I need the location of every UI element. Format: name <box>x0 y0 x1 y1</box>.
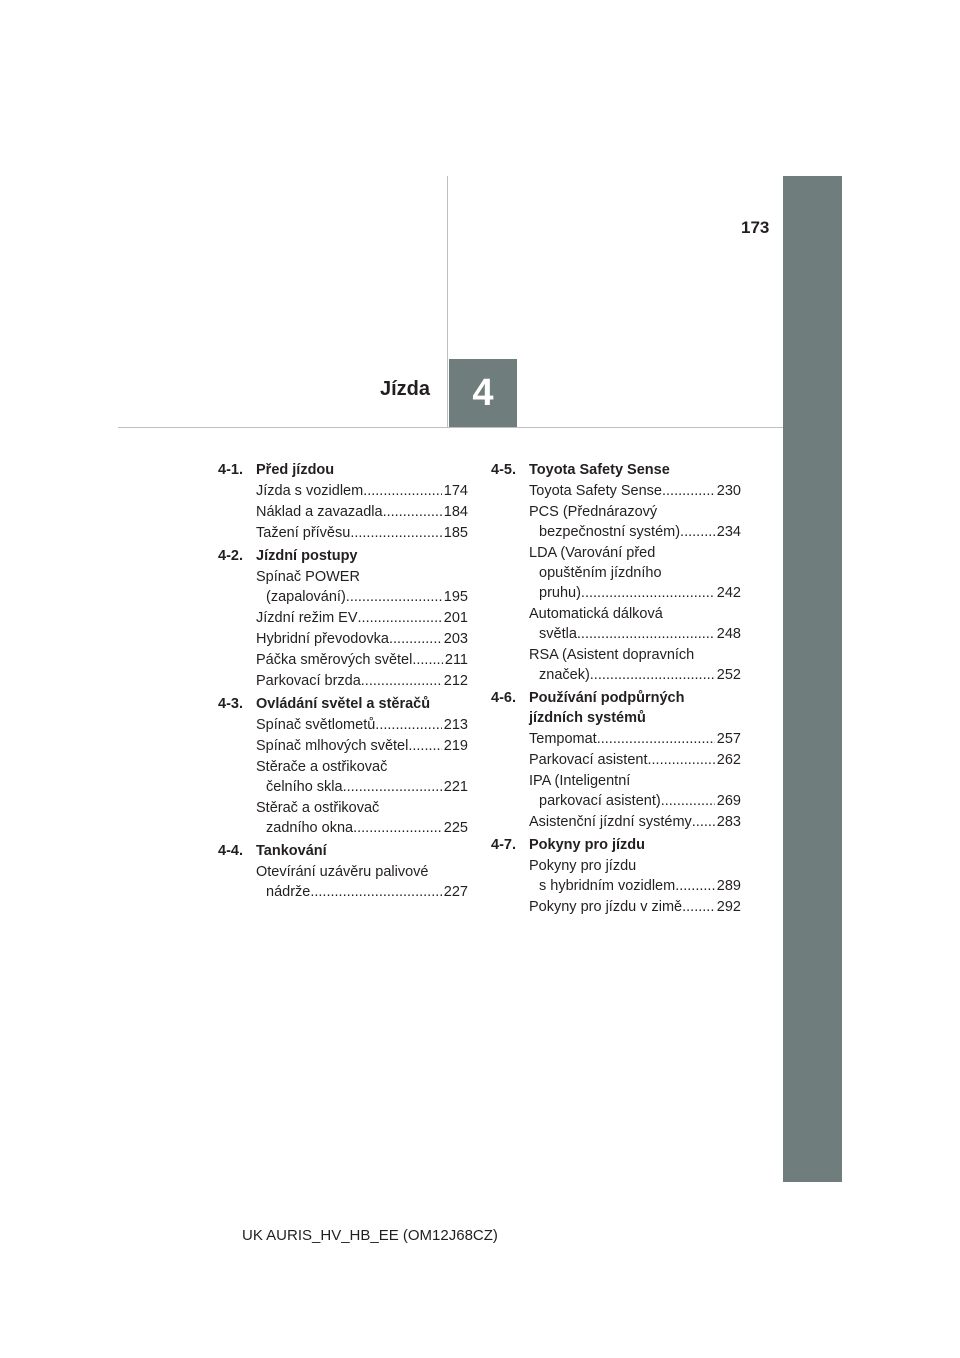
toc-entry[interactable] <box>256 757 468 797</box>
toc-entry-title: Jízdní režim EV ..... <box>256 608 442 628</box>
toc-entry-title: Spínač světlometů ..... <box>256 715 442 735</box>
vertical-divider <box>447 176 448 428</box>
section-title: Jízdní postupy <box>256 548 358 564</box>
toc-entry[interactable] <box>529 750 741 770</box>
toc-entry[interactable] <box>529 543 741 603</box>
chapter-number-badge: 4 <box>449 359 517 427</box>
toc-section-heading[interactable] <box>218 460 468 480</box>
toc-entry-title: Páčka směrových světel ..... <box>256 650 443 670</box>
toc-entry-title: Stěrač a ostřikovač zadního okna ..... <box>256 798 442 838</box>
toc-entry-page: 242 <box>716 585 741 601</box>
toc-entry[interactable] <box>529 856 741 896</box>
toc-entry-page: 203 <box>443 631 468 647</box>
toc-entry[interactable] <box>256 608 468 628</box>
toc-section <box>491 460 741 685</box>
chapter-side-tab <box>783 176 842 1182</box>
section-number: 4-6. <box>491 690 516 706</box>
toc-entry-title: LDA (Varování před opuštěním jízdního pruhu) ..... <box>529 543 715 603</box>
toc-entry-title: Otevírání uzávěru palivové nádrže ..... <box>256 862 442 902</box>
toc-entry-page: 213 <box>443 717 468 733</box>
toc-entry-title: Parkovací asistent ..... <box>529 750 715 770</box>
toc-section <box>218 546 468 691</box>
toc-entry-page: 212 <box>443 673 468 689</box>
toc-entry-page: 184 <box>443 504 468 520</box>
toc-entry-page: 201 <box>443 610 468 626</box>
toc-entry-title: Tempomat ..... <box>529 729 715 749</box>
toc-entry-title: Náklad a zavazadla ..... <box>256 502 442 522</box>
document-footer: UK AURIS_HV_HB_EE (OM12J68CZ) <box>242 1227 498 1244</box>
toc-entry-page: 292 <box>716 899 741 915</box>
section-title: Používání podpůrných jízdních systémů <box>529 690 685 726</box>
toc-section <box>218 694 468 838</box>
toc-item-list <box>529 729 741 832</box>
toc-entry-page: 174 <box>443 483 468 499</box>
toc-section-heading[interactable] <box>491 835 741 855</box>
toc-item-list <box>256 481 468 543</box>
chapter-title: Jízda <box>380 378 431 400</box>
section-number: 4-5. <box>491 462 516 478</box>
toc-entry-page: 230 <box>716 483 741 499</box>
toc-entry[interactable] <box>256 502 468 522</box>
toc-entry-title: Toyota Safety Sense ..... <box>529 481 715 501</box>
toc-entry[interactable] <box>256 736 468 756</box>
toc-entry-page: 219 <box>443 738 468 754</box>
toc-entry-page: 269 <box>716 793 741 809</box>
toc-entry-page: 211 <box>444 652 468 668</box>
toc-item-list <box>256 567 468 691</box>
toc-entry-title: Automatická dálková světla ..... <box>529 604 715 644</box>
toc-entry-title: IPA (Inteligentní parkovací asistent) ..... <box>529 771 715 811</box>
toc-entry-page: 289 <box>716 878 741 894</box>
toc-entry-page: 252 <box>716 667 741 683</box>
toc-entry-page: 195 <box>443 589 468 605</box>
toc-entry-page: 248 <box>716 626 741 642</box>
toc-entry[interactable] <box>256 650 468 670</box>
toc-section <box>218 841 468 902</box>
toc-entry-title: Pokyny pro jízdu s hybridním vozidlem ..... <box>529 856 715 896</box>
section-number: 4-4. <box>218 843 243 859</box>
toc-entry-title: Hybridní převodovka ..... <box>256 629 442 649</box>
toc-entry-title: Tažení přívěsu ..... <box>256 523 442 543</box>
toc-section-heading[interactable] <box>218 546 468 566</box>
toc-entry-page: 185 <box>443 525 468 541</box>
toc-entry[interactable] <box>256 481 468 501</box>
toc-entry-title: RSA (Asistent dopravních značek) ..... <box>529 645 715 685</box>
toc-entry[interactable] <box>256 862 468 902</box>
toc-entry[interactable] <box>529 771 741 811</box>
toc-item-list <box>529 481 741 685</box>
toc-entry[interactable] <box>256 629 468 649</box>
toc-entry[interactable] <box>529 604 741 644</box>
toc-entry[interactable] <box>529 729 741 749</box>
toc-entry-title: Pokyny pro jízdu v zimě ..... <box>529 897 715 917</box>
section-title: Pokyny pro jízdu <box>529 837 646 853</box>
toc-entry-title: Asistenční jízdní systémy ..... <box>529 812 715 832</box>
toc-entry[interactable] <box>529 897 741 917</box>
toc-entry-title: Stěrače a ostřikovač čelního skla ..... <box>256 757 442 797</box>
toc-entry[interactable] <box>256 567 468 607</box>
toc-section-heading[interactable] <box>491 460 741 480</box>
toc-section <box>218 460 468 543</box>
toc-right-column <box>491 460 741 917</box>
toc-item-list <box>256 715 468 838</box>
section-title: Toyota Safety Sense <box>529 462 670 478</box>
toc-entry[interactable] <box>256 798 468 838</box>
toc-item-list <box>529 856 741 917</box>
toc-entry-title: Spínač POWER (zapalování) ..... <box>256 567 442 607</box>
section-number: 4-2. <box>218 548 243 564</box>
section-title: Tankování <box>256 843 327 859</box>
toc-entry[interactable] <box>256 715 468 735</box>
section-title: Před jízdou <box>256 462 335 478</box>
toc-section <box>491 688 741 832</box>
toc-entry-title: Jízda s vozidlem ..... <box>256 481 442 501</box>
page-number: 173 <box>741 218 770 237</box>
toc-entry-page: 234 <box>716 524 741 540</box>
toc-entry-page: 283 <box>716 814 741 830</box>
toc-left-column <box>218 460 468 902</box>
toc-entry-page: 262 <box>716 752 741 768</box>
toc-entry-title: PCS (Přednárazový bezpečnostní systém) ..... <box>529 502 715 542</box>
toc-section <box>491 835 741 917</box>
toc-entry[interactable] <box>256 523 468 543</box>
toc-entry[interactable] <box>529 812 741 832</box>
section-number: 4-7. <box>491 837 516 853</box>
header-divider <box>118 427 783 428</box>
toc-entry-title: Parkovací brzda ..... <box>256 671 442 691</box>
toc-section-heading[interactable] <box>491 688 741 728</box>
toc-entry-page: 221 <box>443 779 468 795</box>
toc-entry[interactable] <box>529 502 741 542</box>
section-number: 4-3. <box>218 696 243 712</box>
toc-entry-title: Spínač mlhových světel ..... <box>256 736 442 756</box>
toc-section-heading[interactable] <box>218 841 468 861</box>
toc-item-list <box>256 862 468 902</box>
section-number: 4-1. <box>218 462 243 478</box>
toc-section-heading[interactable] <box>218 694 468 714</box>
toc-entry-page: 225 <box>443 820 468 836</box>
toc-entry[interactable] <box>529 645 741 685</box>
section-title: Ovládání světel a stěračů <box>256 696 431 712</box>
toc-entry[interactable] <box>529 481 741 501</box>
toc-entry[interactable] <box>256 671 468 691</box>
toc-entry-page: 257 <box>716 731 741 747</box>
toc-entry-page: 227 <box>443 884 468 900</box>
